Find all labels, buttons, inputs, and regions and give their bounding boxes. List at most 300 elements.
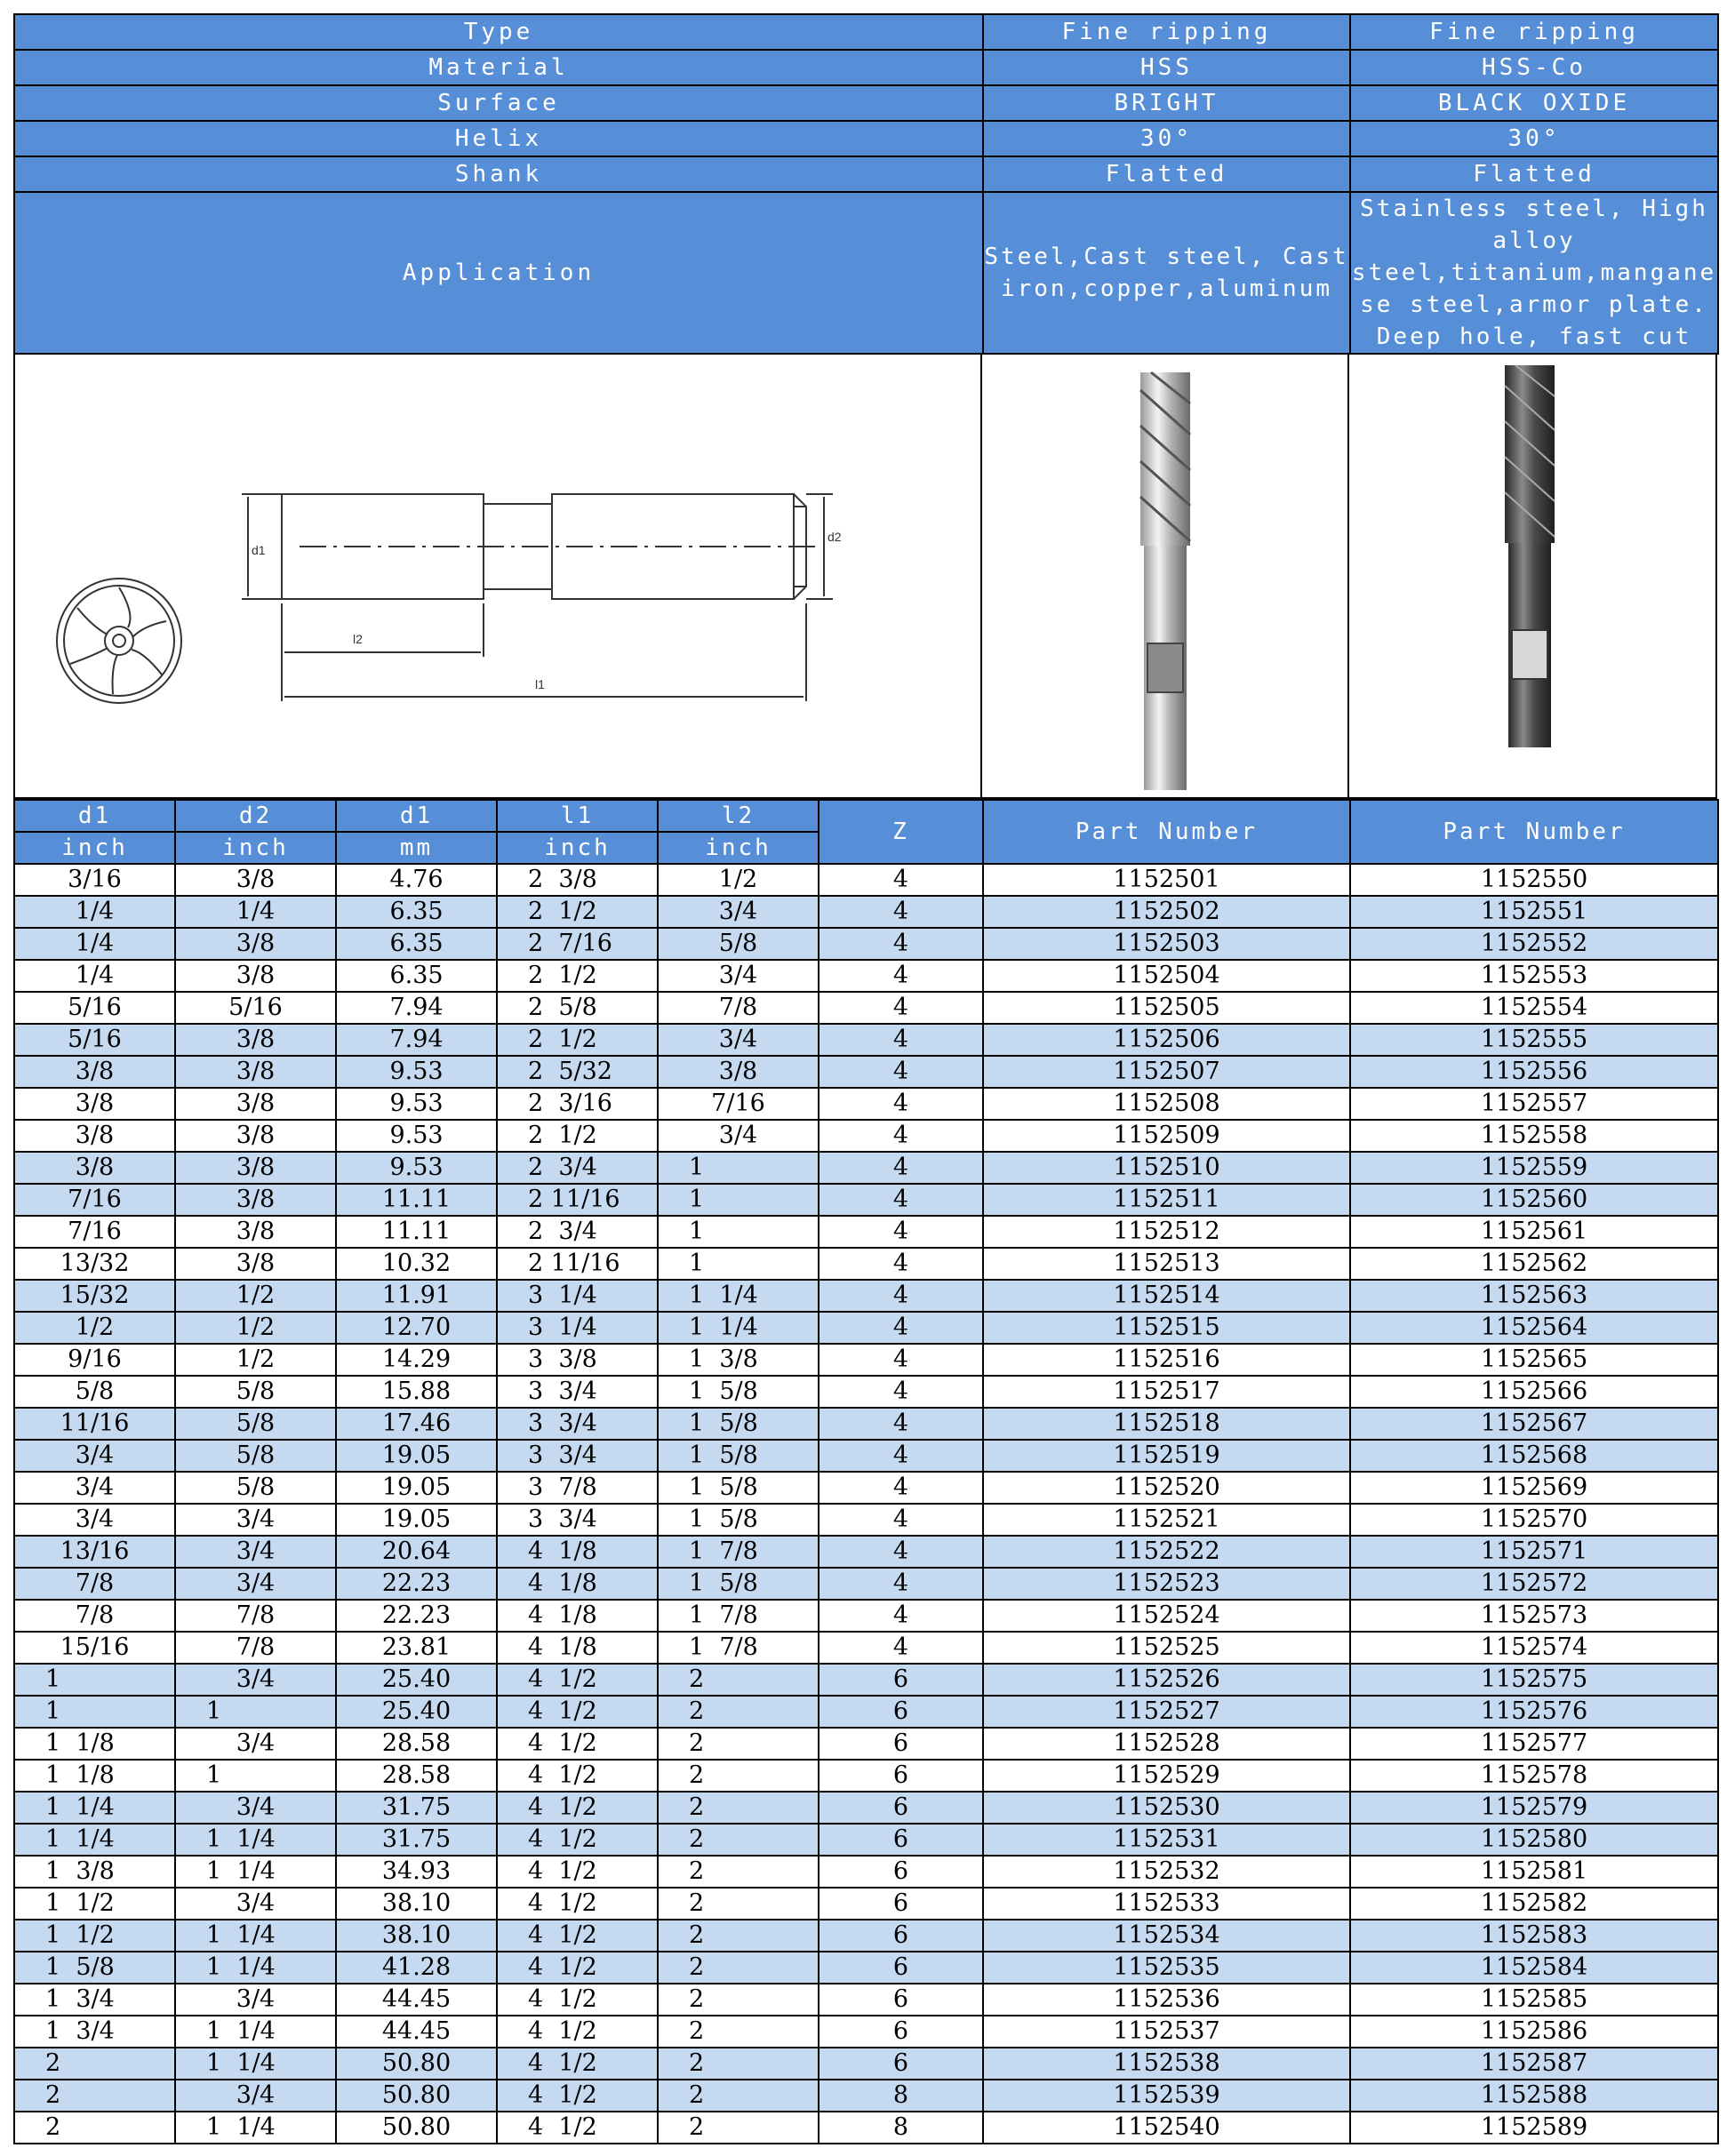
- cell-l1: 2 7/16: [497, 928, 658, 960]
- cell-part-number-hssco: 1152589: [1350, 2112, 1718, 2144]
- table-row: [14, 2016, 1718, 2048]
- table-row: [14, 928, 1718, 960]
- col-part-number-hss: Part Number: [983, 800, 1350, 864]
- cell-d1-mm: 6.35: [336, 896, 497, 928]
- cell-d1-inch: 9/16: [14, 1344, 175, 1376]
- table-row: [14, 1504, 1718, 1536]
- cell-z: 6: [819, 1696, 983, 1728]
- cell-part-number-hss: 1152537: [983, 2016, 1350, 2048]
- cell-l2: 2: [658, 1664, 819, 1696]
- cell-d1-mm: 22.23: [336, 1568, 497, 1600]
- cell-part-number-hss: 1152513: [983, 1248, 1350, 1280]
- cell-part-number-hss: 1152526: [983, 1664, 1350, 1696]
- cell-part-number-hss: 1152514: [983, 1280, 1350, 1312]
- cell-part-number-hss: 1152540: [983, 2112, 1350, 2144]
- table-row: [14, 1216, 1718, 1248]
- cell-part-number-hss: 1152521: [983, 1504, 1350, 1536]
- cell-d1-mm: 12.70: [336, 1312, 497, 1344]
- cell-d2-inch: 1 1/4: [175, 1920, 336, 1952]
- cell-part-number-hss: 1152516: [983, 1344, 1350, 1376]
- header-helix-value-1: 30°: [983, 121, 1350, 156]
- cell-d1-inch: 7/8: [14, 1600, 175, 1632]
- header-material-value-2: HSS-Co: [1350, 50, 1718, 85]
- cell-l2: 2: [658, 1760, 819, 1792]
- cell-part-number-hssco: 1152553: [1350, 960, 1718, 992]
- header-application-value-2: [1350, 192, 1718, 354]
- cell-l2: 3/4: [658, 896, 819, 928]
- table-row: [14, 2080, 1718, 2112]
- cell-l1: 4 1/2: [497, 2112, 658, 2144]
- cell-l2: 1: [658, 1184, 819, 1216]
- cell-d2-inch: 3/8: [175, 1216, 336, 1248]
- cell-d1-mm: 23.81: [336, 1632, 497, 1664]
- application-line: se steel,armor plate.: [1360, 291, 1708, 318]
- cell-z: 6: [819, 1824, 983, 1856]
- cell-l2: 1 5/8: [658, 1504, 819, 1536]
- cell-part-number-hssco: 1152555: [1350, 1024, 1718, 1056]
- cell-l1: 2 11/16: [497, 1184, 658, 1216]
- cell-l1: 4 1/2: [497, 1664, 658, 1696]
- cell-l2: 2: [658, 2080, 819, 2112]
- cell-z: 4: [819, 1408, 983, 1440]
- cell-d1-inch: 15/32: [14, 1280, 175, 1312]
- cell-d2-inch: 3/4: [175, 1536, 336, 1568]
- cell-part-number-hssco: 1152571: [1350, 1536, 1718, 1568]
- cell-d1-mm: 25.40: [336, 1664, 497, 1696]
- cell-l1: 4 1/2: [497, 1920, 658, 1952]
- cell-l2: 1 3/8: [658, 1344, 819, 1376]
- cell-d2-inch: 3/8: [175, 1088, 336, 1120]
- cell-d1-inch: 3/4: [14, 1440, 175, 1472]
- col-d2-inch: d2: [175, 800, 336, 832]
- cell-z: 4: [819, 896, 983, 928]
- cell-part-number-hss: 1152517: [983, 1376, 1350, 1408]
- cell-z: 4: [819, 1344, 983, 1376]
- cell-d1-mm: 17.46: [336, 1408, 497, 1440]
- cell-l2: 1 5/8: [658, 1440, 819, 1472]
- cell-z: 4: [819, 960, 983, 992]
- cell-d1-mm: 50.80: [336, 2048, 497, 2080]
- table-row: [14, 1088, 1718, 1120]
- cell-d1-mm: 7.94: [336, 1024, 497, 1056]
- cell-z: 4: [819, 1152, 983, 1184]
- cell-l2: 2: [658, 1920, 819, 1952]
- cell-part-number-hss: 1152509: [983, 1120, 1350, 1152]
- cell-part-number-hssco: 1152579: [1350, 1792, 1718, 1824]
- cross-section-icon: [57, 579, 181, 703]
- cell-l1: 2 1/2: [497, 896, 658, 928]
- cell-part-number-hssco: 1152570: [1350, 1504, 1718, 1536]
- col-part-number-hssco: Part Number: [1350, 800, 1718, 864]
- cell-d1-inch: 1 1/8: [14, 1728, 175, 1760]
- cell-z: 4: [819, 1088, 983, 1120]
- cell-d2-inch: 1/2: [175, 1344, 336, 1376]
- cell-z: 4: [819, 1312, 983, 1344]
- cell-l2: 5/8: [658, 928, 819, 960]
- application-line: iron,copper,aluminum: [1000, 275, 1333, 302]
- header-material-label: Material: [14, 50, 983, 85]
- cell-d2-inch: 3/8: [175, 1184, 336, 1216]
- cell-d1-inch: 2: [14, 2048, 175, 2080]
- cell-l2: 1 5/8: [658, 1376, 819, 1408]
- cell-l1: 2 3/8: [497, 864, 658, 896]
- cell-d1-inch: 5/16: [14, 1024, 175, 1056]
- cell-z: 8: [819, 2112, 983, 2144]
- cell-d2-inch: 3/8: [175, 1120, 336, 1152]
- cell-z: 6: [819, 1760, 983, 1792]
- cell-d1-mm: 11.91: [336, 1280, 497, 1312]
- cell-part-number-hss: 1152515: [983, 1312, 1350, 1344]
- d1-label: d1: [252, 543, 266, 557]
- cell-part-number-hssco: 1152558: [1350, 1120, 1718, 1152]
- cell-d2-inch: 3/8: [175, 1152, 336, 1184]
- cell-l1: 4 1/2: [497, 1952, 658, 1984]
- cell-d1-mm: 38.10: [336, 1888, 497, 1920]
- cell-d2-inch: 3/4: [175, 1728, 336, 1760]
- table-row: [14, 2112, 1718, 2144]
- cell-d2-inch: 1: [175, 1760, 336, 1792]
- cell-d1-inch: 1 1/8: [14, 1760, 175, 1792]
- cell-l2: 1 7/8: [658, 1600, 819, 1632]
- l2-label: l2: [353, 632, 363, 646]
- cell-part-number-hss: 1152531: [983, 1824, 1350, 1856]
- table-row: [14, 1184, 1718, 1216]
- col-l2: l2: [658, 800, 819, 832]
- table-row: [14, 1920, 1718, 1952]
- cell-d2-inch: 1 1/4: [175, 2112, 336, 2144]
- cell-z: 6: [819, 1792, 983, 1824]
- cell-d1-mm: 19.05: [336, 1440, 497, 1472]
- cell-d1-mm: 7.94: [336, 992, 497, 1024]
- cell-d2-inch: 1: [175, 1696, 336, 1728]
- cell-d2-inch: 3/4: [175, 1888, 336, 1920]
- cell-d2-inch: 3/4: [175, 1664, 336, 1696]
- table-row: [14, 2048, 1718, 2080]
- table-row: [14, 1984, 1718, 2016]
- cell-d2-inch: 1/4: [175, 896, 336, 928]
- cell-l2: 2: [658, 1728, 819, 1760]
- header-helix-label: Helix: [14, 121, 983, 156]
- cell-l1: 4 1/2: [497, 1760, 658, 1792]
- table-row: [14, 1056, 1718, 1088]
- cell-l1: 4 1/2: [497, 1888, 658, 1920]
- cell-l2: 1: [658, 1216, 819, 1248]
- cell-d1-inch: 2: [14, 2080, 175, 2112]
- cell-l2: 3/4: [658, 1024, 819, 1056]
- cell-z: 4: [819, 1600, 983, 1632]
- cell-part-number-hssco: 1152582: [1350, 1888, 1718, 1920]
- cell-d2-inch: 3/4: [175, 1568, 336, 1600]
- cell-d2-inch: 1 1/4: [175, 1824, 336, 1856]
- table-row: [14, 960, 1718, 992]
- cell-z: 4: [819, 1184, 983, 1216]
- cell-d1-mm: 20.64: [336, 1536, 497, 1568]
- cell-d2-inch: 3/8: [175, 960, 336, 992]
- cell-d2-inch: 3/4: [175, 1504, 336, 1536]
- cell-d1-mm: 11.11: [336, 1216, 497, 1248]
- cell-part-number-hss: 1152522: [983, 1536, 1350, 1568]
- cell-part-number-hss: 1152532: [983, 1856, 1350, 1888]
- cell-d2-inch: 1 1/4: [175, 2016, 336, 2048]
- unit-d1-inch: inch: [14, 832, 175, 864]
- cell-z: 6: [819, 1856, 983, 1888]
- header-application-value-1: [983, 192, 1350, 354]
- header-shank-label: Shank: [14, 156, 983, 192]
- cell-part-number-hss: 1152506: [983, 1024, 1350, 1056]
- table-row: [14, 1632, 1718, 1664]
- cell-l2: 1 1/4: [658, 1280, 819, 1312]
- cell-d1-mm: 10.32: [336, 1248, 497, 1280]
- cell-d1-mm: 28.58: [336, 1728, 497, 1760]
- cell-d1-inch: 1 3/4: [14, 2016, 175, 2048]
- table-row: [14, 992, 1718, 1024]
- cell-l2: 1 5/8: [658, 1408, 819, 1440]
- end-mill-drawing: [15, 355, 980, 795]
- cell-l1: 2 3/4: [497, 1216, 658, 1248]
- cell-part-number-hssco: 1152563: [1350, 1280, 1718, 1312]
- header-surface-value-1: BRIGHT: [983, 85, 1350, 121]
- cell-d1-mm: 9.53: [336, 1120, 497, 1152]
- application-line: steel,titanium,mangane: [1351, 260, 1717, 286]
- cell-l1: 4 1/2: [497, 1984, 658, 2016]
- cell-l1: 2 5/32: [497, 1056, 658, 1088]
- cell-z: 4: [819, 1568, 983, 1600]
- col-d1-mm: d1: [336, 800, 497, 832]
- cell-part-number-hssco: 1152565: [1350, 1344, 1718, 1376]
- cell-z: 4: [819, 1056, 983, 1088]
- cell-d1-mm: 25.40: [336, 1696, 497, 1728]
- cell-part-number-hss: 1152507: [983, 1056, 1350, 1088]
- cell-l2: 3/4: [658, 960, 819, 992]
- cell-part-number-hss: 1152501: [983, 864, 1350, 896]
- cell-part-number-hss: 1152536: [983, 1984, 1350, 2016]
- header-surface-label: Surface: [14, 85, 983, 121]
- cell-d1-inch: 1 1/2: [14, 1888, 175, 1920]
- cell-z: 8: [819, 2080, 983, 2112]
- cell-d1-mm: 44.45: [336, 2016, 497, 2048]
- table-row: [14, 1536, 1718, 1568]
- table-row: [14, 1792, 1718, 1824]
- header-shank-value-2: Flatted: [1350, 156, 1718, 192]
- cell-z: 6: [819, 1728, 983, 1760]
- cell-l1: 4 1/8: [497, 1536, 658, 1568]
- cell-l1: 3 1/4: [497, 1280, 658, 1312]
- cell-l1: 3 3/4: [497, 1504, 658, 1536]
- header-helix-value-2: 30°: [1350, 121, 1718, 156]
- cell-z: 6: [819, 2016, 983, 2048]
- cell-part-number-hss: 1152523: [983, 1568, 1350, 1600]
- cell-z: 4: [819, 1120, 983, 1152]
- unit-d2-inch: inch: [175, 832, 336, 864]
- cell-part-number-hss: 1152530: [983, 1792, 1350, 1824]
- cell-d2-inch: 3/4: [175, 1792, 336, 1824]
- cell-part-number-hss: 1152529: [983, 1760, 1350, 1792]
- cell-l1: 2 3/16: [497, 1088, 658, 1120]
- cell-d1-mm: 41.28: [336, 1952, 497, 1984]
- cell-l1: 4 1/2: [497, 2080, 658, 2112]
- table-row: [14, 1952, 1718, 1984]
- cell-d2-inch: 1/2: [175, 1312, 336, 1344]
- cell-part-number-hss: 1152533: [983, 1888, 1350, 1920]
- cell-l1: 4 1/2: [497, 1728, 658, 1760]
- cell-part-number-hssco: 1152581: [1350, 1856, 1718, 1888]
- cell-l1: 2 11/16: [497, 1248, 658, 1280]
- cell-d1-inch: 1/2: [14, 1312, 175, 1344]
- table-row: [14, 1120, 1718, 1152]
- hss-end-mill-photo: [982, 355, 1349, 797]
- dimensions-table: [13, 799, 1719, 2144]
- cell-d2-inch: 3/8: [175, 864, 336, 896]
- cell-d1-mm: 15.88: [336, 1376, 497, 1408]
- cell-d1-mm: 4.76: [336, 864, 497, 896]
- cell-part-number-hss: 1152525: [983, 1632, 1350, 1664]
- cell-l1: 3 3/8: [497, 1344, 658, 1376]
- cell-l2: 2: [658, 1792, 819, 1824]
- cell-d1-inch: 13/32: [14, 1248, 175, 1280]
- header-surface-value-2: BLACK OXIDE: [1350, 85, 1718, 121]
- cell-part-number-hssco: 1152587: [1350, 2048, 1718, 2080]
- cell-d1-inch: 1 3/8: [14, 1856, 175, 1888]
- cell-d1-inch: 3/8: [14, 1152, 175, 1184]
- cell-d2-inch: 5/16: [175, 992, 336, 1024]
- cell-part-number-hss: 1152505: [983, 992, 1350, 1024]
- cell-l2: 2: [658, 1856, 819, 1888]
- image-row: [13, 355, 1717, 799]
- cell-l1: 2 1/2: [497, 960, 658, 992]
- cell-part-number-hss: 1152503: [983, 928, 1350, 960]
- col-d1-inch: d1: [14, 800, 175, 832]
- table-row: [14, 1856, 1718, 1888]
- cell-part-number-hssco: 1152560: [1350, 1184, 1718, 1216]
- cell-part-number-hssco: 1152559: [1350, 1152, 1718, 1184]
- cell-z: 4: [819, 1536, 983, 1568]
- cell-l2: 2: [658, 1952, 819, 1984]
- cell-l2: 1: [658, 1152, 819, 1184]
- table-row: [14, 1664, 1718, 1696]
- cell-d1-mm: 11.11: [336, 1184, 497, 1216]
- cell-d2-inch: 3/4: [175, 1984, 336, 2016]
- cell-d2-inch: 5/8: [175, 1376, 336, 1408]
- cell-l1: 4 1/8: [497, 1568, 658, 1600]
- cell-part-number-hssco: 1152564: [1350, 1312, 1718, 1344]
- end-mill-silver-icon: [1140, 372, 1190, 790]
- cell-part-number-hss: 1152520: [983, 1472, 1350, 1504]
- cell-z: 4: [819, 1216, 983, 1248]
- cell-z: 4: [819, 1376, 983, 1408]
- cell-part-number-hssco: 1152557: [1350, 1088, 1718, 1120]
- cell-z: 6: [819, 1952, 983, 1984]
- unit-d1-mm: mm: [336, 832, 497, 864]
- cell-part-number-hssco: 1152578: [1350, 1760, 1718, 1792]
- cell-z: 6: [819, 1888, 983, 1920]
- cell-d1-mm: 28.58: [336, 1760, 497, 1792]
- cell-d1-inch: 1: [14, 1696, 175, 1728]
- cell-part-number-hssco: 1152550: [1350, 864, 1718, 896]
- spec-sheet: [13, 13, 1717, 2144]
- cell-d1-mm: 6.35: [336, 960, 497, 992]
- cell-part-number-hss: 1152535: [983, 1952, 1350, 1984]
- cell-l1: 4 1/2: [497, 1792, 658, 1824]
- cell-part-number-hssco: 1152572: [1350, 1568, 1718, 1600]
- cell-l2: 7/16: [658, 1088, 819, 1120]
- end-mill-black-icon: [1505, 365, 1555, 747]
- cell-z: 6: [819, 2048, 983, 2080]
- cell-d1-mm: 9.53: [336, 1152, 497, 1184]
- hssco-end-mill-photo: [1349, 355, 1715, 797]
- cell-l2: 1 7/8: [658, 1536, 819, 1568]
- cell-d1-inch: 7/8: [14, 1568, 175, 1600]
- cell-d1-mm: 44.45: [336, 1984, 497, 2016]
- col-z: Z: [819, 800, 983, 864]
- d2-label: d2: [828, 530, 842, 544]
- cell-part-number-hssco: 1152569: [1350, 1472, 1718, 1504]
- cell-part-number-hss: 1152534: [983, 1920, 1350, 1952]
- cell-part-number-hss: 1152502: [983, 896, 1350, 928]
- cell-l2: 2: [658, 2048, 819, 2080]
- table-row: [14, 1152, 1718, 1184]
- cell-d1-mm: 50.80: [336, 2080, 497, 2112]
- cell-part-number-hss: 1152539: [983, 2080, 1350, 2112]
- cell-l1: 2 1/2: [497, 1024, 658, 1056]
- application-line: Steel,Cast steel, Cast: [984, 244, 1349, 270]
- cell-l2: 3/8: [658, 1056, 819, 1088]
- cell-z: 6: [819, 1664, 983, 1696]
- cell-d1-inch: 1 1/4: [14, 1792, 175, 1824]
- cell-d2-inch: 3/8: [175, 1024, 336, 1056]
- cell-z: 4: [819, 1248, 983, 1280]
- cell-l1: 4 1/8: [497, 1600, 658, 1632]
- cell-l1: 2 1/2: [497, 1120, 658, 1152]
- cell-z: 4: [819, 1440, 983, 1472]
- cell-l1: 4 1/2: [497, 2048, 658, 2080]
- cell-d2-inch: 5/8: [175, 1408, 336, 1440]
- cell-part-number-hssco: 1152561: [1350, 1216, 1718, 1248]
- cell-l2: 1 7/8: [658, 1632, 819, 1664]
- header-application-label: Application: [14, 192, 983, 354]
- cell-d1-inch: 1 3/4: [14, 1984, 175, 2016]
- table-row: [14, 1824, 1718, 1856]
- cell-d1-inch: 5/16: [14, 992, 175, 1024]
- cell-d1-mm: 31.75: [336, 1824, 497, 1856]
- cell-part-number-hssco: 1152583: [1350, 1920, 1718, 1952]
- application-line: Deep hole, fast cut: [1376, 323, 1692, 350]
- table-row: [14, 896, 1718, 928]
- cell-part-number-hssco: 1152574: [1350, 1632, 1718, 1664]
- cell-part-number-hssco: 1152580: [1350, 1824, 1718, 1856]
- cell-l2: 2: [658, 1696, 819, 1728]
- cell-part-number-hssco: 1152567: [1350, 1408, 1718, 1440]
- cell-d1-inch: 15/16: [14, 1632, 175, 1664]
- cell-z: 4: [819, 1280, 983, 1312]
- table-row: [14, 1280, 1718, 1312]
- cell-d2-inch: 1 1/4: [175, 1952, 336, 1984]
- cell-part-number-hssco: 1152554: [1350, 992, 1718, 1024]
- cell-l1: 2 5/8: [497, 992, 658, 1024]
- cell-d1-mm: 31.75: [336, 1792, 497, 1824]
- table-row: [14, 1888, 1718, 1920]
- cell-d1-mm: 9.53: [336, 1088, 497, 1120]
- table-row: [14, 1408, 1718, 1440]
- cell-z: 4: [819, 864, 983, 896]
- cell-l1: 3 1/4: [497, 1312, 658, 1344]
- cell-d1-mm: 6.35: [336, 928, 497, 960]
- cell-part-number-hssco: 1152562: [1350, 1248, 1718, 1280]
- cell-d2-inch: 7/8: [175, 1632, 336, 1664]
- header-material-value-1: HSS: [983, 50, 1350, 85]
- cell-part-number-hss: 1152512: [983, 1216, 1350, 1248]
- table-row: [14, 864, 1718, 896]
- cell-d1-inch: 1 1/2: [14, 1920, 175, 1952]
